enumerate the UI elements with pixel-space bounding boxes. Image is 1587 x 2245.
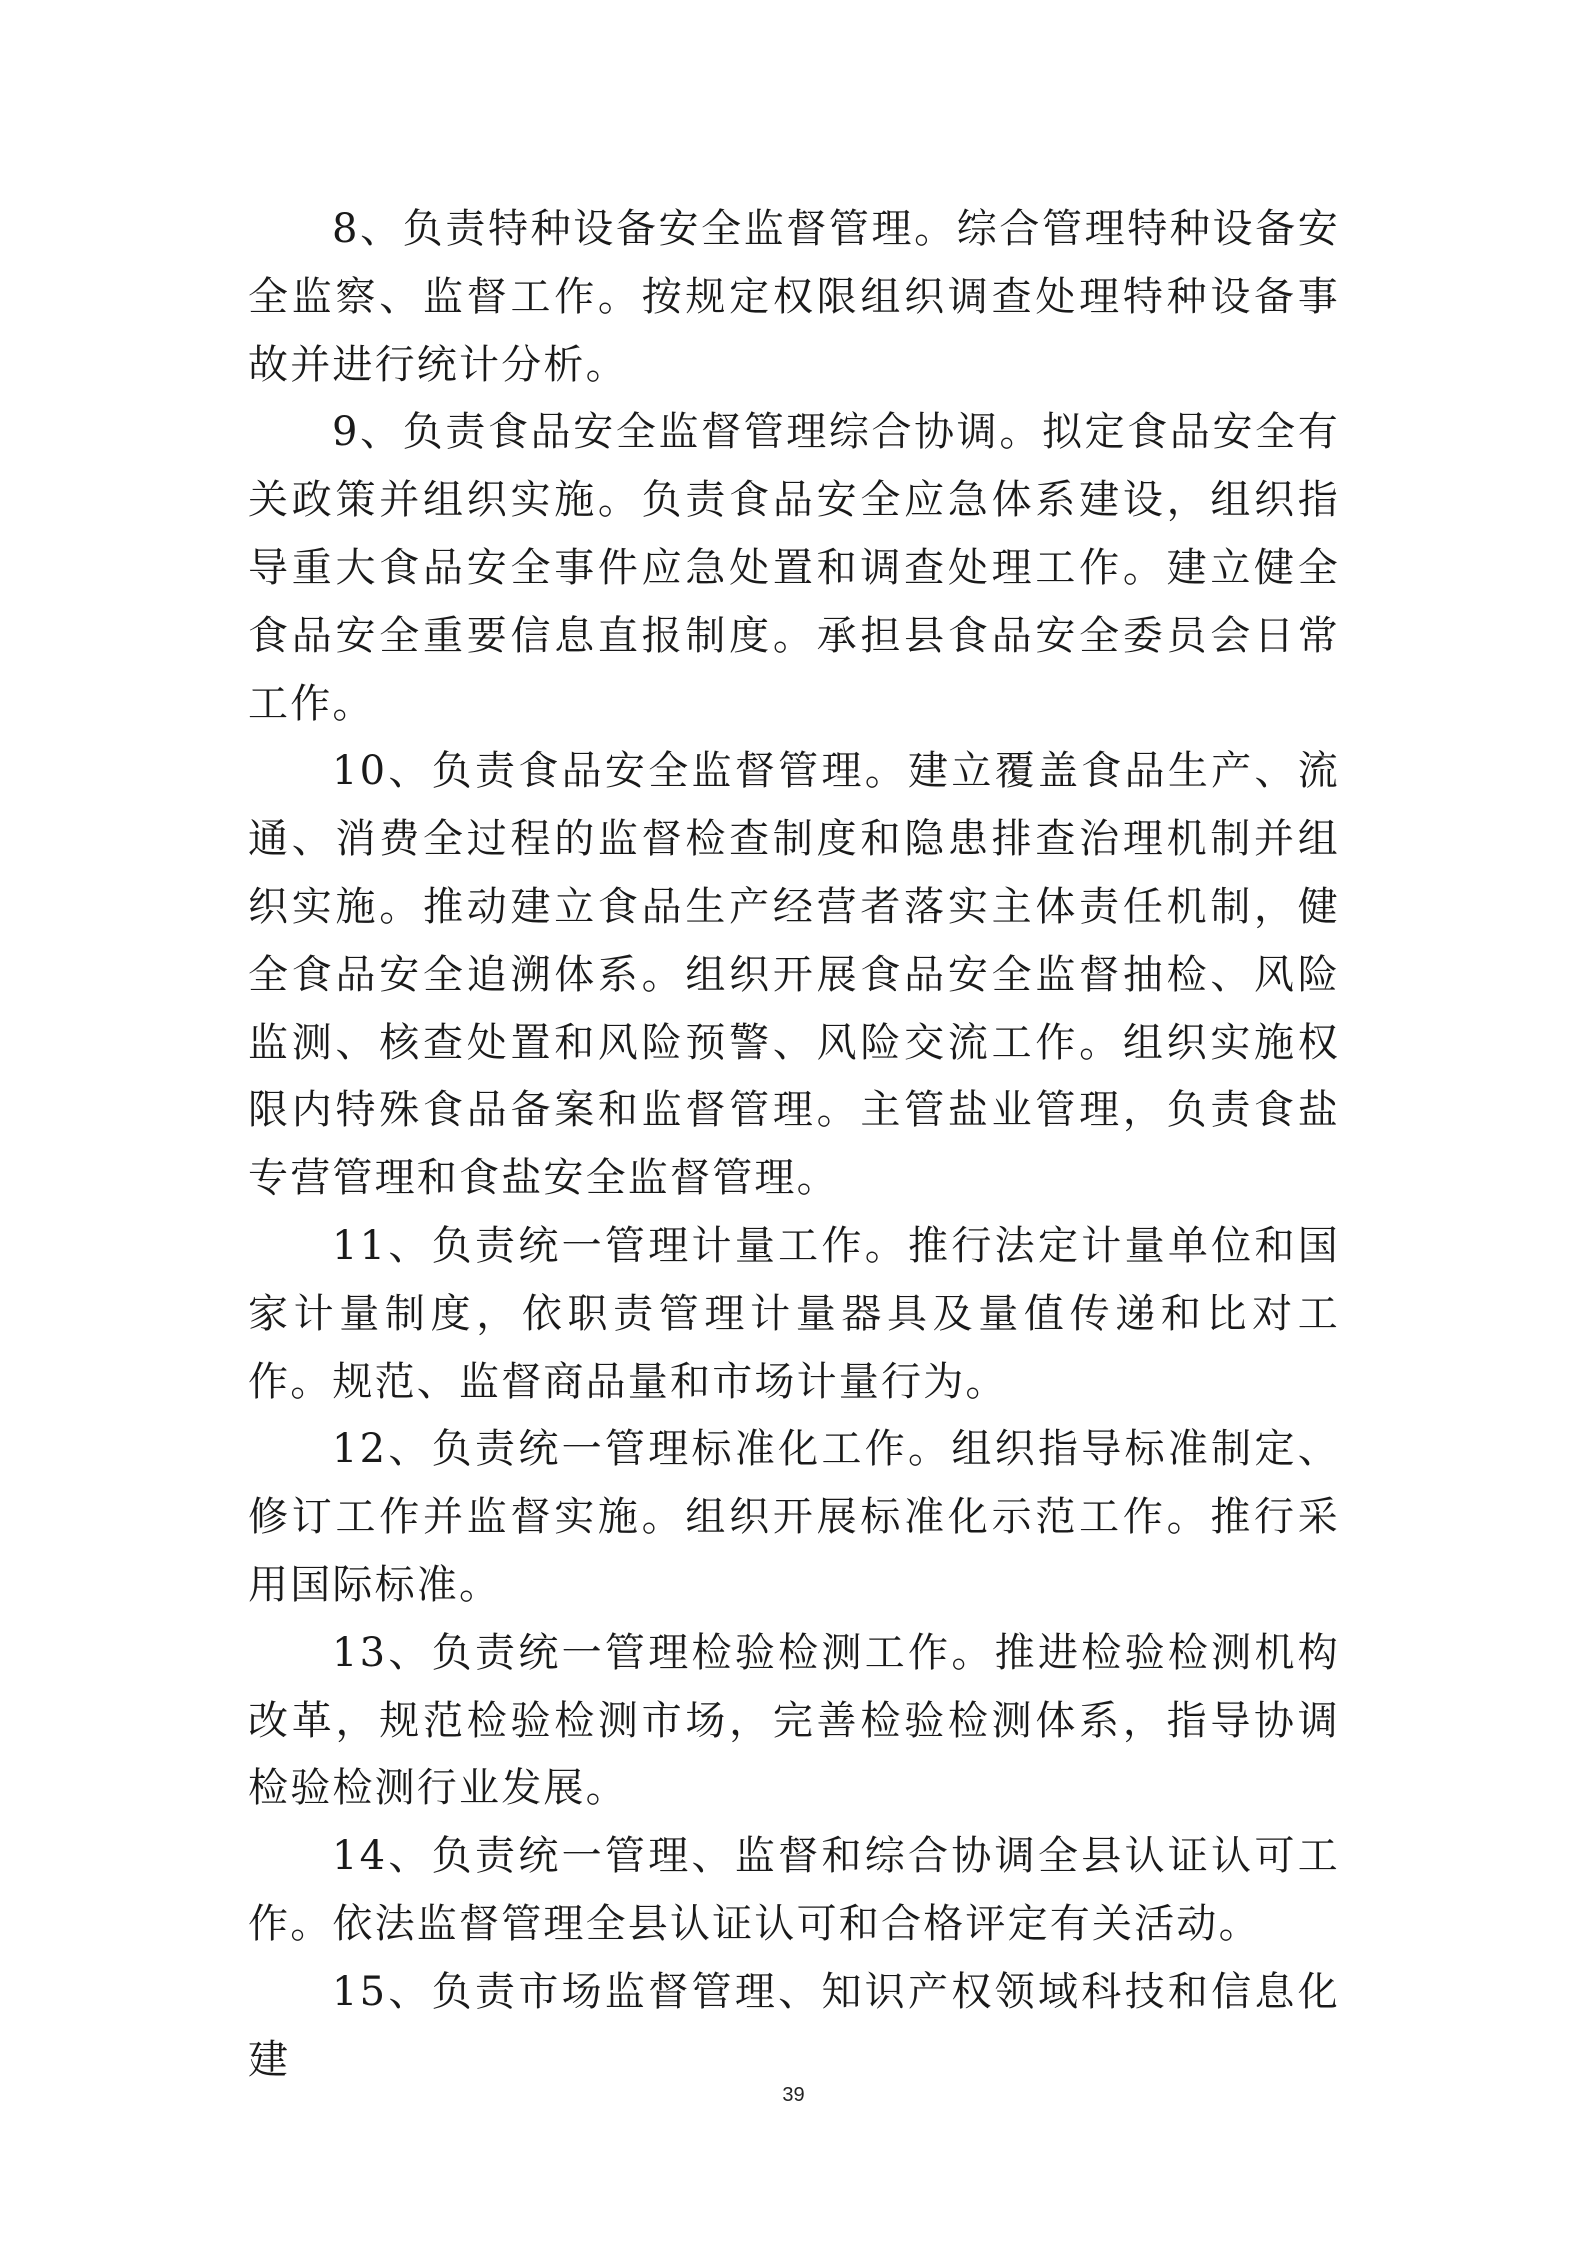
page-number: 39 <box>782 2084 805 2106</box>
paragraph-item-11: 11、负责统一管理计量工作。推行法定计量单位和国家计量制度，依职责管理计量器具及量值传递和比对工作。规范、监督商品量和市场计量行为。 <box>248 1222 1340 1405</box>
paragraph-item-9: 9、负责食品安全监督管理综合协调。拟定食品安全有关政策并组织实施。负责食品安全应急体系建设，组织指导重大食品安全事件应急处置和调查处理工作。建立健全食品安全重要信息直报制度。承担县食品安全委员会日常工作。 <box>248 409 1340 727</box>
body-text <box>248 196 1340 2094</box>
paragraph-item-8: 8、负责特种设备安全监督管理。综合管理特种设备安全监察、监督工作。按规定权限组织调查处理特种设备事故并进行统计分析。 <box>248 206 1340 388</box>
paragraph-item-12: 12、负责统一管理标准化工作。组织指导标准制定、修订工作并监督实施。组织开展标准化示范工作。推行采用国际标准。 <box>248 1426 1340 1608</box>
paragraph-item-14: 14、负责统一管理、监督和综合协调全县认证认可工作。依法监督管理全县认证认可和合格评定有关活动。 <box>248 1833 1340 1947</box>
paragraph-item-13: 13、负责统一管理检验检测工作。推进检验检测机构改革，规范检验检测市场，完善检验检测体系，指导协调检验检测行业发展。 <box>248 1629 1340 1812</box>
paragraph-item-10: 10、负责食品安全监督管理。建立覆盖食品生产、流通、消费全过程的监督检查制度和隐患排查治理机制并组织实施。推动建立食品生产经营者落实主体责任机制，健全食品安全追溯体系。组织开展食品安全监督抽检、风险监测、核查处置和风险预警、风险交流工作。组织实施权限内特殊食品备案和监督管理。主管盐业管理，负责食盐专营管理和食盐安全监督管理。 <box>248 748 1340 1202</box>
paragraph-item-15: 15、负责市场监督管理、知识产权领域科技和信息化建 <box>248 1968 1340 2083</box>
